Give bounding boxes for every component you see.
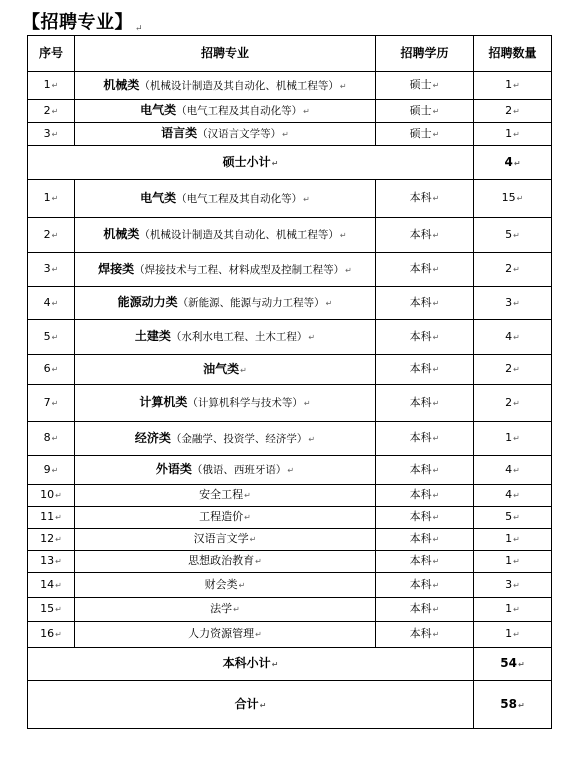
- row-major: [75, 551, 376, 573]
- paragraph-mark-icon: ↵: [432, 194, 440, 204]
- paragraph-mark-icon: ↵: [513, 298, 520, 308]
- row-education: [376, 253, 474, 287]
- table-row: [28, 573, 552, 598]
- row-count: [474, 123, 552, 146]
- row-count: [474, 529, 552, 551]
- row-number: [28, 355, 75, 385]
- paragraph-mark-icon: ↵: [55, 580, 62, 590]
- major-name: 安全工程: [199, 488, 244, 502]
- table-row: [28, 507, 552, 529]
- row-number: [28, 253, 75, 287]
- paragraph-mark-icon: ↵: [51, 194, 59, 204]
- row-major: [75, 218, 376, 253]
- total-row-value: [474, 681, 552, 729]
- major-description: （汉语言文学等）: [197, 128, 282, 141]
- row-major: [75, 456, 376, 485]
- bachelor-subtotal-row-value-text: 54: [500, 656, 517, 671]
- paragraph-mark-icon: ↵: [432, 81, 440, 91]
- recruitment-table: [27, 35, 552, 729]
- count-text: 1: [505, 78, 513, 92]
- row-count: [474, 422, 552, 456]
- major-description: （金融学、投资学、经济学）: [170, 432, 308, 445]
- paragraph-mark-icon: ↵: [513, 332, 520, 342]
- row-major: [75, 422, 376, 456]
- paragraph-mark-icon: ↵: [513, 106, 520, 116]
- paragraph-mark-icon: ↵: [249, 535, 257, 545]
- major-description: （机械设计制造及其自动化、机械工程等）: [139, 79, 339, 92]
- table-row: [28, 320, 552, 355]
- row-number: [28, 180, 75, 218]
- row-education: [376, 72, 474, 100]
- paragraph-mark-icon: ↵: [51, 230, 59, 240]
- paragraph-mark-icon: ↵: [55, 535, 62, 545]
- paragraph-mark-icon: ↵: [271, 158, 279, 168]
- row-major: [75, 598, 376, 622]
- major-name: 汉语言文学: [193, 532, 249, 546]
- count-text: 1: [505, 627, 513, 641]
- major-description: （电气工程及其自动化等）: [176, 105, 303, 118]
- row-count: [474, 385, 552, 422]
- paragraph-mark-icon: ↵: [432, 230, 440, 240]
- paragraph-mark-icon: ↵: [339, 81, 347, 91]
- paragraph-mark-icon: ↵: [513, 605, 520, 615]
- row-count: [474, 320, 552, 355]
- row-number: [28, 573, 75, 598]
- table-row: [28, 287, 552, 320]
- row-number-text: 5: [43, 329, 51, 343]
- row-major: [75, 355, 376, 385]
- row-number-text: 16: [40, 627, 55, 641]
- row-count: [474, 485, 552, 507]
- major-name: 计算机类: [139, 395, 188, 410]
- row-count: [474, 180, 552, 218]
- master-subtotal-row-value-text: 4: [504, 154, 513, 169]
- row-number: [28, 598, 75, 622]
- heading-text: 【招聘专业】: [22, 12, 133, 33]
- paragraph-mark-icon: ↵: [432, 580, 440, 590]
- major-description: （焊接技术与工程、材料成型及控制工程等）: [134, 263, 345, 276]
- paragraph-mark-icon: ↵: [513, 129, 520, 139]
- row-education: [376, 123, 474, 146]
- table-row: [28, 180, 552, 218]
- education-text: 本科: [409, 488, 432, 502]
- paragraph-mark-icon: ↵: [432, 630, 440, 640]
- row-education: [376, 573, 474, 598]
- paragraph-mark-icon: ↵: [308, 333, 316, 343]
- row-number: [28, 529, 75, 551]
- row-major: [75, 287, 376, 320]
- row-major: [75, 485, 376, 507]
- paragraph-mark-icon: ↵: [135, 24, 144, 34]
- master-subtotal-row-label-text: 硕士小计: [222, 154, 271, 169]
- paragraph-mark-icon: ↵: [233, 605, 240, 615]
- table-row: [28, 551, 552, 573]
- paragraph-mark-icon: ↵: [51, 81, 59, 91]
- education-text: 本科: [409, 395, 432, 409]
- paragraph-mark-icon: ↵: [432, 491, 440, 501]
- table-row: [28, 422, 552, 456]
- bachelor-subtotal-row-label-text: 本科小计: [222, 656, 271, 671]
- education-text: 本科: [409, 532, 432, 546]
- major-name: 焊接类: [98, 261, 135, 276]
- master-subtotal-row-label: [28, 146, 474, 180]
- paragraph-mark-icon: ↵: [345, 265, 352, 275]
- paragraph-mark-icon: ↵: [432, 465, 440, 475]
- row-number-text: 6: [43, 362, 51, 376]
- total-row-label: [28, 681, 474, 729]
- major-name: 机械类: [103, 227, 140, 242]
- row-count: [474, 72, 552, 100]
- major-name: 法学: [210, 602, 233, 616]
- row-number: [28, 123, 75, 146]
- row-major: [75, 72, 376, 100]
- education-text: 本科: [409, 329, 432, 343]
- education-text: 本科: [409, 362, 432, 376]
- paragraph-mark-icon: ↵: [51, 265, 59, 275]
- row-major: [75, 253, 376, 287]
- row-major: [75, 385, 376, 422]
- table-body: [28, 72, 552, 729]
- paragraph-mark-icon: ↵: [244, 491, 251, 501]
- row-education: [376, 218, 474, 253]
- count-text: 1: [505, 554, 513, 568]
- row-major: [75, 622, 376, 648]
- paragraph-mark-icon: ↵: [51, 106, 59, 116]
- row-number: [28, 100, 75, 123]
- paragraph-mark-icon: ↵: [516, 194, 524, 204]
- row-education: [376, 529, 474, 551]
- row-major: [75, 123, 376, 146]
- row-education: [376, 598, 474, 622]
- table-row: [28, 123, 552, 146]
- row-education: [376, 551, 474, 573]
- count-text: 3: [505, 577, 513, 591]
- row-major: [75, 180, 376, 218]
- bachelor-subtotal-row-label: [28, 648, 474, 681]
- header-count: 招聘数量: [474, 36, 552, 72]
- row-education: [376, 485, 474, 507]
- count-text: 15: [501, 191, 516, 205]
- paragraph-mark-icon: ↵: [513, 265, 520, 275]
- row-number-text: 2: [43, 103, 51, 117]
- row-number: [28, 385, 75, 422]
- paragraph-mark-icon: ↵: [513, 365, 520, 375]
- table-row: [28, 485, 552, 507]
- row-count: [474, 355, 552, 385]
- paragraph-mark-icon: ↵: [244, 513, 251, 523]
- count-text: 1: [505, 431, 513, 445]
- table-row: [28, 253, 552, 287]
- paragraph-mark-icon: ↵: [513, 491, 520, 501]
- count-text: 1: [505, 126, 513, 140]
- paragraph-mark-icon: ↵: [51, 434, 59, 444]
- count-text: 5: [505, 510, 513, 524]
- paragraph-mark-icon: ↵: [518, 700, 525, 710]
- paragraph-mark-icon: ↵: [255, 630, 262, 640]
- paragraph-mark-icon: ↵: [339, 231, 347, 241]
- major-name: 工程造价: [199, 510, 244, 524]
- paragraph-mark-icon: ↵: [432, 557, 440, 567]
- paragraph-mark-icon: ↵: [51, 298, 59, 308]
- major-description: （计算机科学与技术等）: [187, 397, 303, 410]
- education-text: 本科: [409, 295, 432, 309]
- row-education: [376, 385, 474, 422]
- paragraph-mark-icon: ↵: [518, 660, 525, 670]
- row-education: [376, 180, 474, 218]
- paragraph-mark-icon: ↵: [513, 580, 520, 590]
- education-text: 本科: [409, 554, 432, 568]
- section-heading: [22, 8, 143, 34]
- education-text: 本科: [409, 227, 432, 241]
- major-description: （电气工程及其自动化等）: [176, 192, 303, 205]
- count-text: 2: [505, 362, 513, 376]
- table-row: [28, 355, 552, 385]
- row-count: [474, 551, 552, 573]
- row-number-text: 15: [40, 602, 55, 616]
- row-major: [75, 320, 376, 355]
- count-text: 4: [505, 329, 513, 343]
- row-education: [376, 622, 474, 648]
- count-text: 3: [505, 295, 513, 309]
- paragraph-mark-icon: ↵: [513, 557, 520, 567]
- row-number-text: 13: [40, 554, 55, 568]
- row-count: [474, 100, 552, 123]
- total-row-label-text: 合计: [234, 696, 259, 711]
- education-text: 本科: [409, 191, 432, 205]
- row-number-text: 4: [43, 295, 51, 309]
- paragraph-mark-icon: ↵: [432, 129, 440, 139]
- row-education: [376, 355, 474, 385]
- education-text: 本科: [409, 510, 432, 524]
- paragraph-mark-icon: ↵: [271, 660, 279, 670]
- major-name: 土建类: [134, 329, 171, 344]
- major-name: 语言类: [161, 126, 198, 141]
- row-count: [474, 287, 552, 320]
- row-major: [75, 507, 376, 529]
- row-number: [28, 551, 75, 573]
- paragraph-mark-icon: ↵: [303, 194, 310, 204]
- paragraph-mark-icon: ↵: [308, 434, 316, 444]
- row-number-text: 10: [40, 488, 55, 502]
- major-name: 外语类: [155, 462, 192, 477]
- education-text: 硕士: [409, 126, 432, 140]
- row-major: [75, 100, 376, 123]
- paragraph-mark-icon: ↵: [51, 465, 59, 475]
- paragraph-mark-icon: ↵: [513, 158, 521, 168]
- count-text: 2: [505, 395, 513, 409]
- education-text: 硕士: [409, 78, 432, 92]
- row-number-text: 12: [40, 532, 55, 546]
- table-row: [28, 72, 552, 100]
- table-row: [28, 529, 552, 551]
- row-number-text: 11: [40, 510, 55, 524]
- table-row: [28, 218, 552, 253]
- row-count: [474, 253, 552, 287]
- paragraph-mark-icon: ↵: [432, 605, 440, 615]
- paragraph-mark-icon: ↵: [513, 630, 520, 640]
- bachelor-subtotal-row-value: [474, 648, 552, 681]
- master-subtotal-row: [28, 146, 552, 180]
- row-major: [75, 529, 376, 551]
- count-text: 2: [505, 103, 513, 117]
- paragraph-mark-icon: ↵: [432, 513, 440, 523]
- row-number-text: 1: [43, 78, 51, 92]
- row-count: [474, 507, 552, 529]
- total-row-value-text: 58: [500, 696, 517, 711]
- major-name: 油气类: [203, 361, 240, 376]
- paragraph-mark-icon: ↵: [51, 398, 59, 408]
- table-row: [28, 456, 552, 485]
- table-row: [28, 385, 552, 422]
- paragraph-mark-icon: ↵: [432, 265, 440, 275]
- major-description: （机械设计制造及其自动化、机械工程等）: [139, 229, 339, 242]
- paragraph-mark-icon: ↵: [432, 298, 440, 308]
- row-number: [28, 72, 75, 100]
- row-number: [28, 218, 75, 253]
- row-education: [376, 287, 474, 320]
- bachelor-subtotal-row: [28, 648, 552, 681]
- count-text: 1: [505, 532, 513, 546]
- row-number: [28, 456, 75, 485]
- education-text: 本科: [409, 262, 432, 276]
- education-text: 本科: [409, 627, 432, 641]
- major-description: （俄语、西班牙语）: [191, 464, 287, 477]
- paragraph-mark-icon: ↵: [55, 630, 62, 640]
- header-major: 招聘专业: [75, 36, 376, 72]
- row-number-text: 1: [43, 191, 51, 205]
- table-row: [28, 598, 552, 622]
- paragraph-mark-icon: ↵: [240, 365, 247, 375]
- count-text: 1: [505, 602, 513, 616]
- total-row: [28, 681, 552, 729]
- paragraph-mark-icon: ↵: [513, 81, 520, 91]
- major-name: 能源动力类: [117, 295, 178, 310]
- row-number: [28, 422, 75, 456]
- row-count: [474, 218, 552, 253]
- header-education: 招聘学历: [376, 36, 474, 72]
- row-number: [28, 622, 75, 648]
- education-text: 硕士: [409, 103, 432, 117]
- major-name: 人力资源管理: [188, 627, 255, 641]
- education-text: 本科: [409, 462, 432, 476]
- row-number-text: 8: [43, 431, 51, 445]
- major-name: 经济类: [134, 430, 171, 445]
- header-no: 序号: [28, 36, 75, 72]
- row-number-text: 9: [43, 462, 51, 476]
- education-text: 本科: [409, 431, 432, 445]
- paragraph-mark-icon: ↵: [432, 535, 440, 545]
- paragraph-mark-icon: ↵: [55, 605, 62, 615]
- row-education: [376, 320, 474, 355]
- paragraph-mark-icon: ↵: [432, 332, 440, 342]
- row-number: [28, 320, 75, 355]
- major-name: 财会类: [204, 577, 238, 591]
- major-name: 电气类: [140, 190, 177, 205]
- row-number: [28, 287, 75, 320]
- education-text: 本科: [409, 602, 432, 616]
- row-education: [376, 507, 474, 529]
- row-count: [474, 622, 552, 648]
- paragraph-mark-icon: ↵: [513, 465, 520, 475]
- row-number: [28, 507, 75, 529]
- paragraph-mark-icon: ↵: [51, 332, 59, 342]
- major-description: （新能源、能源与动力工程等）: [177, 297, 325, 310]
- table-row: [28, 622, 552, 648]
- paragraph-mark-icon: ↵: [259, 700, 267, 710]
- row-number-text: 7: [43, 395, 51, 409]
- paragraph-mark-icon: ↵: [303, 107, 310, 117]
- paragraph-mark-icon: ↵: [325, 299, 333, 309]
- count-text: 2: [505, 262, 513, 276]
- paragraph-mark-icon: ↵: [303, 399, 311, 409]
- paragraph-mark-icon: ↵: [513, 230, 520, 240]
- paragraph-mark-icon: ↵: [287, 466, 295, 476]
- paragraph-mark-icon: ↵: [432, 398, 440, 408]
- row-education: [376, 456, 474, 485]
- master-subtotal-row-value: [474, 146, 552, 180]
- major-description: （水利水电工程、土木工程）: [170, 331, 308, 344]
- count-text: 5: [505, 227, 513, 241]
- paragraph-mark-icon: ↵: [282, 130, 289, 140]
- paragraph-mark-icon: ↵: [55, 557, 62, 567]
- education-text: 本科: [409, 577, 432, 591]
- table-header-row: [28, 36, 552, 72]
- paragraph-mark-icon: ↵: [55, 491, 62, 501]
- paragraph-mark-icon: ↵: [513, 513, 520, 523]
- paragraph-mark-icon: ↵: [432, 106, 440, 116]
- row-number-text: 14: [40, 577, 55, 591]
- paragraph-mark-icon: ↵: [51, 365, 59, 375]
- major-name: 电气类: [140, 103, 177, 118]
- paragraph-mark-icon: ↵: [51, 129, 59, 139]
- paragraph-mark-icon: ↵: [513, 535, 520, 545]
- row-number-text: 2: [43, 227, 51, 241]
- count-text: 4: [505, 488, 513, 502]
- paragraph-mark-icon: ↵: [432, 434, 440, 444]
- row-number-text: 3: [43, 262, 51, 276]
- paragraph-mark-icon: ↵: [513, 434, 520, 444]
- table-row: [28, 100, 552, 123]
- paragraph-mark-icon: ↵: [255, 557, 262, 567]
- paragraph-mark-icon: ↵: [432, 365, 440, 375]
- row-count: [474, 598, 552, 622]
- row-number: [28, 485, 75, 507]
- paragraph-mark-icon: ↵: [513, 398, 520, 408]
- row-count: [474, 456, 552, 485]
- row-education: [376, 422, 474, 456]
- major-name: 思想政治教育: [188, 554, 255, 568]
- row-count: [474, 573, 552, 598]
- count-text: 4: [505, 462, 513, 476]
- paragraph-mark-icon: ↵: [238, 580, 246, 590]
- row-number-text: 3: [43, 126, 51, 140]
- paragraph-mark-icon: ↵: [55, 513, 62, 523]
- major-name: 机械类: [103, 77, 140, 92]
- row-education: [376, 100, 474, 123]
- row-major: [75, 573, 376, 598]
